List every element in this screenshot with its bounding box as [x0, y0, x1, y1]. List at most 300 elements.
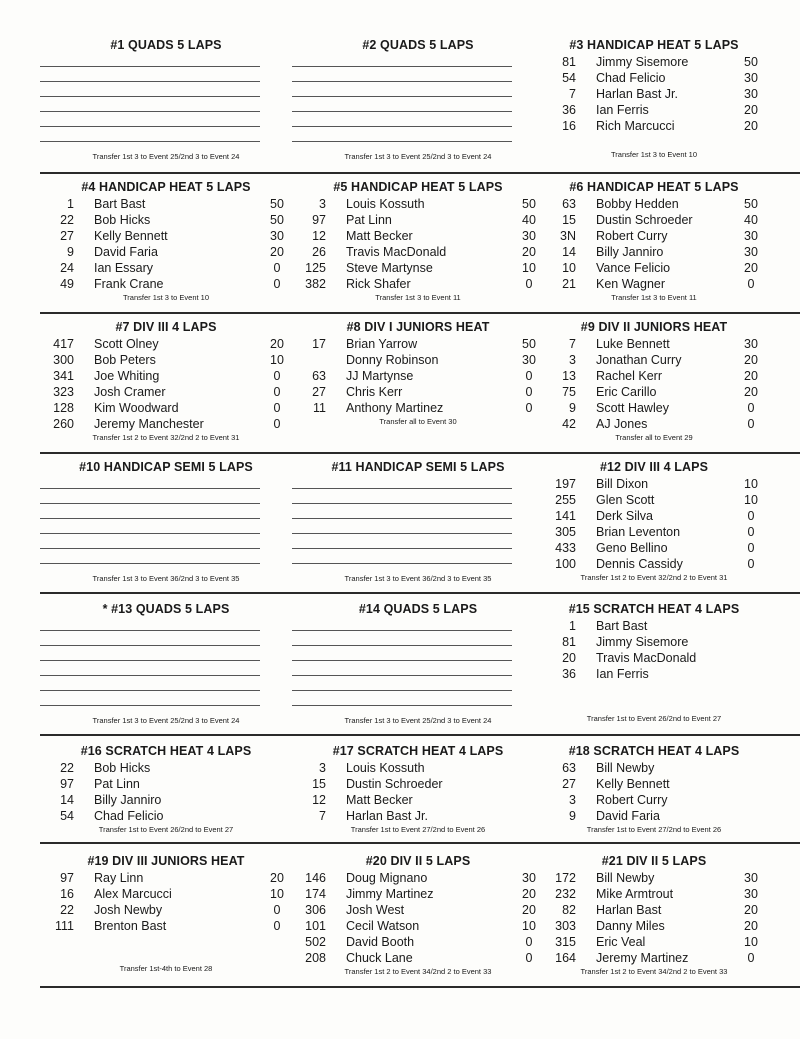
handicap-points: 0	[273, 401, 281, 415]
handicap-points: 0	[273, 277, 281, 291]
event-title: #15 SCRATCH HEAT 4 LAPS	[568, 602, 740, 616]
event-title: #2 QUADS 5 LAPS	[362, 38, 474, 52]
entry-row	[540, 368, 768, 384]
handicap-points: 20	[744, 103, 758, 117]
row-divider	[40, 842, 800, 844]
entry-row	[540, 524, 768, 540]
rider-number: 3N	[560, 229, 576, 243]
handicap-points: 20	[522, 887, 536, 901]
rider-number: 197	[555, 477, 576, 491]
event-section	[290, 460, 546, 590]
handicap-points: 50	[744, 55, 758, 69]
entry-row	[38, 368, 294, 384]
rider-name: David Faria	[596, 809, 660, 823]
handicap-points: 30	[744, 245, 758, 259]
rider-number: 260	[53, 417, 74, 431]
rider-name: Pat Linn	[346, 213, 392, 227]
event-section	[290, 38, 546, 168]
handicap-points: 20	[270, 337, 284, 351]
entry-row	[540, 352, 768, 368]
rider-name: Brenton Bast	[94, 919, 167, 933]
entry-row	[38, 918, 294, 934]
event-title: * #13 QUADS 5 LAPS	[102, 602, 230, 616]
entry-blank-line	[40, 96, 260, 97]
rider-name: Bill Dixon	[596, 477, 649, 491]
rider-number: 9	[569, 401, 576, 415]
entry-row	[540, 776, 768, 792]
rider-name: Bobby Hedden	[596, 197, 679, 211]
transfer-note: Transfer 1st 2 to Event 32/2nd 2 to Event 31	[92, 433, 240, 442]
event-title: #17 SCRATCH HEAT 4 LAPS	[332, 744, 504, 758]
transfer-note: Transfer 1st to Event 27/2nd to Event 26	[350, 825, 486, 834]
entry-blank-line	[40, 660, 260, 661]
event-section	[38, 744, 294, 844]
rider-name: Scott Olney	[94, 337, 159, 351]
entry-row	[290, 870, 546, 886]
entry-blank-line	[40, 66, 260, 67]
rider-number: 111	[54, 919, 74, 933]
rider-number: 9	[67, 245, 74, 259]
entry-blank-line	[292, 488, 512, 489]
handicap-points: 20	[522, 245, 536, 259]
rider-name: Kelly Bennett	[94, 229, 168, 243]
rider-number: 3	[319, 761, 326, 775]
handicap-points: 30	[522, 229, 536, 243]
event-section	[540, 38, 768, 168]
handicap-points: 30	[744, 337, 758, 351]
transfer-note: Transfer 1st 3 to Event 11	[611, 293, 697, 302]
rider-name: Derk Silva	[596, 509, 653, 523]
event-title: #19 DIV III JUNIORS HEAT	[87, 854, 245, 868]
rider-name: Ken Wagner	[596, 277, 666, 291]
entry-blank-line	[40, 126, 260, 127]
rider-name: Josh Newby	[94, 903, 163, 917]
entry-row	[540, 70, 768, 86]
transfer-note: Transfer 1st to Event 27/2nd to Event 26	[586, 825, 722, 834]
entry-row	[38, 776, 294, 792]
rider-name: Steve Martynse	[346, 261, 433, 275]
event-title: #5 HANDICAP HEAT 5 LAPS	[333, 180, 503, 194]
transfer-note: Transfer 1st 3 to Event 25/2nd 3 to Event 24	[344, 152, 492, 161]
entry-row	[38, 416, 294, 432]
rider-name: Matt Becker	[346, 229, 413, 243]
rider-name: Billy Janniro	[94, 793, 162, 807]
handicap-points: 30	[744, 887, 758, 901]
event-section	[540, 180, 768, 308]
entry-blank-line	[40, 488, 260, 489]
handicap-points: 50	[270, 197, 284, 211]
rider-name: Rachel Kerr	[596, 369, 662, 383]
entry-row	[540, 416, 768, 432]
entry-row	[540, 650, 768, 666]
event-title: #6 HANDICAP HEAT 5 LAPS	[569, 180, 739, 194]
entry-blank-line	[292, 518, 512, 519]
rider-number: 63	[312, 369, 326, 383]
handicap-points: 20	[270, 245, 284, 259]
event-section	[290, 602, 546, 732]
rider-name: Anthony Martinez	[346, 401, 444, 415]
entry-row	[290, 244, 546, 260]
handicap-points: 0	[273, 385, 281, 399]
rider-number: 14	[562, 245, 576, 259]
rider-name: Kim Woodward	[94, 401, 179, 415]
rider-number: 315	[555, 935, 576, 949]
entry-blank-line	[292, 503, 512, 504]
rider-number: 24	[60, 261, 74, 275]
entry-blank-line	[292, 533, 512, 534]
rider-number: 54	[562, 71, 576, 85]
handicap-points: 0	[273, 919, 281, 933]
entry-row	[540, 870, 768, 886]
entry-blank-line	[40, 533, 260, 534]
event-section	[540, 744, 768, 844]
transfer-note: Transfer 1st 2 to Event 34/2nd 2 to Event 33	[580, 967, 728, 976]
entry-row	[290, 792, 546, 808]
entry-blank-line	[292, 111, 512, 112]
row-divider	[40, 592, 800, 594]
entry-row	[290, 934, 546, 950]
rider-number: 17	[312, 337, 326, 351]
rider-name: Louis Kossuth	[346, 197, 425, 211]
handicap-points: 20	[744, 903, 758, 917]
entry-row	[540, 102, 768, 118]
entry-row	[540, 934, 768, 950]
rider-name: Bob Peters	[94, 353, 156, 367]
entry-row	[290, 228, 546, 244]
event-section	[540, 460, 768, 590]
entry-row	[540, 54, 768, 70]
handicap-points: 10	[744, 493, 758, 507]
event-section	[540, 854, 768, 980]
entry-row	[290, 196, 546, 212]
rider-number: 172	[555, 871, 576, 885]
rider-name: Danny Miles	[596, 919, 665, 933]
transfer-note: Transfer all to Event 29	[615, 433, 693, 442]
entry-row	[290, 336, 546, 352]
handicap-points: 50	[270, 213, 284, 227]
handicap-points: 0	[273, 903, 281, 917]
rider-number: 323	[53, 385, 74, 399]
rider-name: David Faria	[94, 245, 158, 259]
row-divider	[40, 734, 800, 736]
entry-row	[38, 352, 294, 368]
entry-row	[290, 384, 546, 400]
entry-row	[540, 508, 768, 524]
rider-number: 101	[305, 919, 326, 933]
handicap-points: 50	[744, 197, 758, 211]
rider-name: Jimmy Martinez	[346, 887, 434, 901]
transfer-note: Transfer 1st 3 to Event 25/2nd 3 to Event 24	[92, 152, 240, 161]
rider-name: Joe Whiting	[94, 369, 160, 383]
handicap-points: 10	[270, 353, 284, 367]
rider-name: Scott Hawley	[596, 401, 669, 415]
event-title: #4 HANDICAP HEAT 5 LAPS	[81, 180, 251, 194]
rider-name: Ian Ferris	[596, 103, 649, 117]
rider-number: 174	[305, 887, 326, 901]
entry-row	[290, 400, 546, 416]
rider-name: Kelly Bennett	[596, 777, 670, 791]
rider-name: Harlan Bast	[596, 903, 662, 917]
entry-row	[540, 212, 768, 228]
handicap-points: 50	[522, 337, 536, 351]
entry-row	[38, 228, 294, 244]
entry-row	[540, 540, 768, 556]
entry-blank-line	[40, 645, 260, 646]
handicap-points: 30	[744, 871, 758, 885]
rider-number: 63	[562, 197, 576, 211]
rider-name: Jeremy Martinez	[596, 951, 689, 965]
rider-number: 12	[312, 229, 326, 243]
entry-row	[290, 212, 546, 228]
entry-row	[540, 384, 768, 400]
rider-number: 303	[555, 919, 576, 933]
rider-name: Alex Marcucci	[94, 887, 172, 901]
rider-name: Geno Bellino	[596, 541, 668, 555]
entry-row	[38, 870, 294, 886]
handicap-points: 30	[744, 87, 758, 101]
handicap-points: 0	[747, 951, 755, 965]
rider-number: 22	[60, 903, 74, 917]
entry-blank-line	[292, 645, 512, 646]
rider-number: 82	[562, 903, 576, 917]
rider-name: Glen Scott	[596, 493, 655, 507]
event-title: #3 HANDICAP HEAT 5 LAPS	[569, 38, 739, 52]
entry-row	[540, 918, 768, 934]
entry-row	[38, 808, 294, 824]
entry-row	[540, 86, 768, 102]
handicap-points: 20	[270, 871, 284, 885]
event-section	[290, 854, 546, 980]
rider-name: Rick Shafer	[346, 277, 411, 291]
entry-row	[540, 196, 768, 212]
entry-row	[38, 792, 294, 808]
handicap-points: 0	[525, 935, 533, 949]
entry-row	[38, 384, 294, 400]
entry-blank-line	[40, 563, 260, 564]
rider-number: 141	[555, 509, 576, 523]
entry-row	[540, 492, 768, 508]
entry-row	[540, 244, 768, 260]
rider-name: Chad Felicio	[596, 71, 666, 85]
entry-row	[38, 336, 294, 352]
rider-name: Cecil Watson	[346, 919, 420, 933]
rider-name: JJ Martynse	[346, 369, 414, 383]
rider-name: Robert Curry	[596, 229, 668, 243]
rider-name: Travis MacDonald	[346, 245, 447, 259]
entry-row	[38, 886, 294, 902]
handicap-points: 30	[522, 871, 536, 885]
rider-name: AJ Jones	[596, 417, 648, 431]
rider-number: 3	[569, 793, 576, 807]
event-section	[38, 180, 294, 308]
rider-number: 97	[60, 777, 74, 791]
entry-row	[540, 276, 768, 292]
entry-row	[540, 902, 768, 918]
rider-name: Ian Essary	[94, 261, 154, 275]
rider-name: Brian Yarrow	[346, 337, 418, 351]
entry-row	[290, 352, 546, 368]
rider-number: 146	[305, 871, 326, 885]
rider-name: Chuck Lane	[346, 951, 413, 965]
rider-name: Bart Bast	[596, 619, 648, 633]
entry-row	[290, 368, 546, 384]
entry-row	[540, 666, 768, 682]
entry-blank-line	[40, 630, 260, 631]
entry-row	[38, 196, 294, 212]
entry-blank-line	[40, 518, 260, 519]
rider-name: Bob Hicks	[94, 761, 151, 775]
rider-number: 7	[319, 809, 326, 823]
event-title: #14 QUADS 5 LAPS	[358, 602, 478, 616]
rider-number: 15	[312, 777, 326, 791]
rider-number: 341	[53, 369, 74, 383]
rider-number: 36	[562, 103, 576, 117]
rider-number: 232	[555, 887, 576, 901]
handicap-points: 0	[747, 277, 755, 291]
rider-name: Donny Robinson	[346, 353, 439, 367]
handicap-points: 10	[522, 919, 536, 933]
rider-name: Chris Kerr	[346, 385, 403, 399]
rider-number: 1	[67, 197, 74, 211]
entry-row	[540, 400, 768, 416]
entry-row	[38, 260, 294, 276]
entry-row	[540, 792, 768, 808]
rider-name: Bill Newby	[596, 871, 655, 885]
rider-number: 14	[60, 793, 74, 807]
rider-number: 125	[305, 261, 326, 275]
entry-row	[290, 260, 546, 276]
handicap-points: 20	[744, 385, 758, 399]
entry-row	[540, 808, 768, 824]
rider-name: Chad Felicio	[94, 809, 164, 823]
rider-name: Eric Carillo	[596, 385, 657, 399]
handicap-points: 0	[747, 509, 755, 523]
rider-number: 27	[562, 777, 576, 791]
rider-number: 42	[562, 417, 576, 431]
handicap-points: 10	[522, 261, 536, 275]
rider-name: Jimmy Sisemore	[596, 635, 689, 649]
rider-number: 306	[305, 903, 326, 917]
entry-blank-line	[40, 675, 260, 676]
event-title: #21 DIV II 5 LAPS	[601, 854, 707, 868]
rider-name: Bob Hicks	[94, 213, 151, 227]
event-section	[290, 744, 546, 844]
rider-name: Eric Veal	[596, 935, 646, 949]
handicap-points: 0	[747, 557, 755, 571]
rider-name: Pat Linn	[94, 777, 140, 791]
handicap-points: 20	[522, 903, 536, 917]
entry-row	[540, 634, 768, 650]
handicap-points: 20	[744, 119, 758, 133]
event-title: #7 DIV III 4 LAPS	[115, 320, 217, 334]
transfer-note: Transfer 1st to Event 26/2nd to Event 27	[586, 714, 722, 723]
event-title: #10 HANDICAP SEMI 5 LAPS	[79, 460, 253, 474]
rider-number: 36	[562, 667, 576, 681]
event-section	[38, 38, 294, 168]
rider-number: 75	[562, 385, 576, 399]
entry-row	[540, 886, 768, 902]
rider-number: 27	[312, 385, 326, 399]
rider-number: 382	[305, 277, 326, 291]
handicap-points: 40	[744, 213, 758, 227]
rider-number: 12	[312, 793, 326, 807]
event-title: #12 DIV III 4 LAPS	[599, 460, 709, 474]
rider-number: 49	[60, 277, 74, 291]
rider-number: 305	[555, 525, 576, 539]
transfer-note: Transfer 1st 2 to Event 34/2nd 2 to Event 33	[344, 967, 492, 976]
handicap-points: 40	[522, 213, 536, 227]
entry-blank-line	[292, 141, 512, 142]
rider-number: 10	[562, 261, 576, 275]
rider-number: 11	[313, 401, 326, 415]
entry-row	[290, 918, 546, 934]
row-divider	[40, 172, 800, 174]
handicap-points: 10	[744, 935, 758, 949]
rider-name: Matt Becker	[346, 793, 413, 807]
event-title: #1 QUADS 5 LAPS	[110, 38, 222, 52]
event-section	[540, 320, 768, 450]
entry-row	[290, 760, 546, 776]
rider-number: 16	[60, 887, 74, 901]
rider-number: 3	[319, 197, 326, 211]
handicap-points: 0	[747, 525, 755, 539]
event-title: #20 DIV II 5 LAPS	[365, 854, 471, 868]
rider-number: 16	[562, 119, 576, 133]
rider-number: 417	[53, 337, 74, 351]
entry-row	[38, 760, 294, 776]
rider-number: 21	[562, 277, 576, 291]
event-section	[290, 180, 546, 308]
transfer-note: Transfer 1st 3 to Event 25/2nd 3 to Event 24	[344, 716, 492, 725]
event-title: #8 DIV I JUNIORS HEAT	[346, 320, 490, 334]
handicap-points: 0	[747, 417, 755, 431]
row-divider	[40, 986, 800, 988]
handicap-points: 0	[525, 951, 533, 965]
entry-row	[38, 244, 294, 260]
handicap-points: 50	[522, 197, 536, 211]
entry-blank-line	[292, 675, 512, 676]
entry-blank-line	[292, 548, 512, 549]
entry-row	[38, 400, 294, 416]
rider-name: Louis Kossuth	[346, 761, 425, 775]
rider-name: Frank Crane	[94, 277, 164, 291]
event-title: #9 DIV II JUNIORS HEAT	[580, 320, 728, 334]
entry-row	[38, 902, 294, 918]
rider-number: 22	[60, 213, 74, 227]
rider-number: 22	[60, 761, 74, 775]
rider-number: 20	[562, 651, 576, 665]
handicap-points: 20	[744, 353, 758, 367]
event-title: #18 SCRATCH HEAT 4 LAPS	[568, 744, 740, 758]
rider-name: Josh West	[346, 903, 405, 917]
transfer-note: Transfer 1st 3 to Event 11	[375, 293, 461, 302]
event-section	[38, 320, 294, 450]
entry-row	[290, 950, 546, 966]
transfer-note: Transfer 1st 3 to Event 36/2nd 3 to Event 35	[92, 574, 240, 583]
handicap-points: 0	[525, 401, 533, 415]
entry-row	[540, 336, 768, 352]
entry-blank-line	[292, 660, 512, 661]
entry-row	[540, 556, 768, 572]
rider-number: 81	[562, 55, 576, 69]
rider-name: Jeremy Manchester	[94, 417, 204, 431]
event-section	[38, 460, 294, 590]
handicap-points: 0	[273, 417, 281, 431]
entry-blank-line	[40, 141, 260, 142]
rider-number: 1	[569, 619, 576, 633]
entry-blank-line	[40, 111, 260, 112]
event-section	[540, 602, 768, 732]
